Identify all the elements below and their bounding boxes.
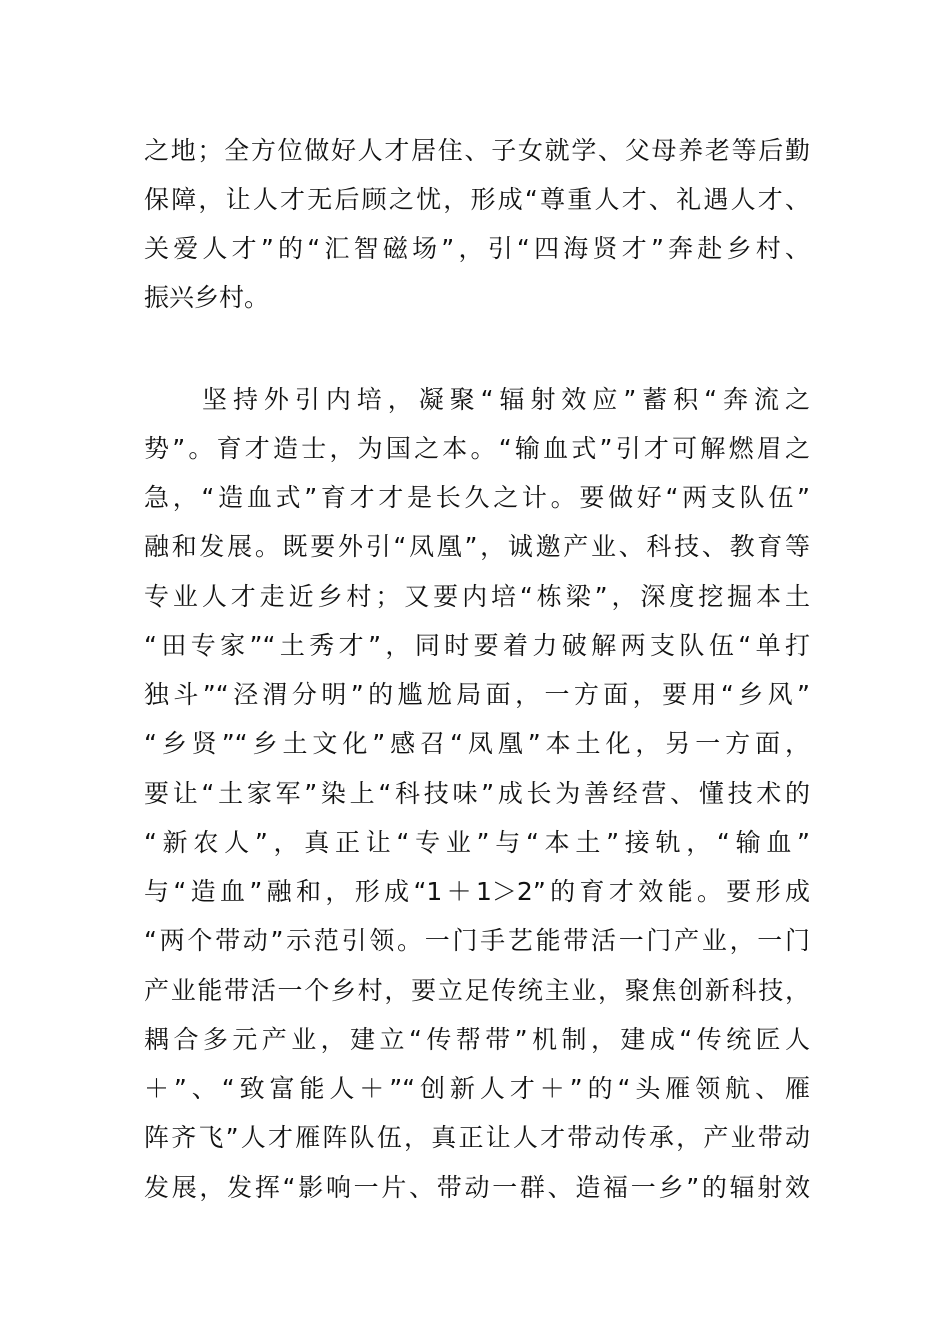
text-line: 产业能带活一个乡村，要立足传统主业，聚焦创新科技， [144,976,810,1005]
text-line: 要让“土家军”染上“科技味”成长为善经营、懂技术的 [144,779,810,808]
text-line: 阵齐飞”人才雁阵队伍，真正让人才带动传承，产业带动 [144,1123,810,1152]
text-line: 坚持外引内培，凝聚“辐射效应”蓄积“奔流之 [202,385,810,414]
text-line: 之地；全方位做好人才居住、子女就学、父母养老等后勤 [144,136,810,165]
text-line: 保障，让人才无后顾之忧，形成“尊重人才、礼遇人才、 [144,185,810,214]
text-line: 发展，发挥“影响一片、带动一群、造福一乡”的辐射效 [144,1173,810,1202]
text-line: “两个带动”示范引领。一门手艺能带活一门产业，一门 [144,926,810,955]
text-line: 独斗”“泾渭分明”的尴尬局面，一方面，要用“乡风” [144,680,810,709]
text-line: 融和发展。既要外引“凤凰”，诚邀产业、科技、教育等 [144,532,810,561]
text-line: ＋”、“致富能人＋”“创新人才＋”的“头雁领航、雁 [144,1074,810,1103]
text-line: “田专家”“土秀才”，同时要着力破解两支队伍“单打 [144,631,810,660]
text-line: 势”。育才造士，为国之本。“输血式”引才可解燃眉之 [144,434,810,463]
text-line: 急，“造血式”育才才是长久之计。要做好“两支队伍” [144,483,810,512]
text-line: 专业人才走近乡村；又要内培“栋梁”，深度挖掘本土 [144,582,810,611]
text-line: 耦合多元产业，建立“传帮带”机制，建成“传统匠人 [144,1025,810,1054]
text-line: 振兴乡村。 [144,283,270,312]
text-line: “乡贤”“乡土文化”感召“凤凰”本土化，另一方面， [144,729,810,758]
text-line: “新农人”，真正让“专业”与“本土”接轨，“输血” [144,828,810,857]
text-line: 与“造血”融和，形成“1＋1＞2”的育才效能。要形成 [144,877,810,906]
text-line: 关爱人才”的“汇智磁场”，引“四海贤才”奔赴乡村、 [144,234,810,263]
